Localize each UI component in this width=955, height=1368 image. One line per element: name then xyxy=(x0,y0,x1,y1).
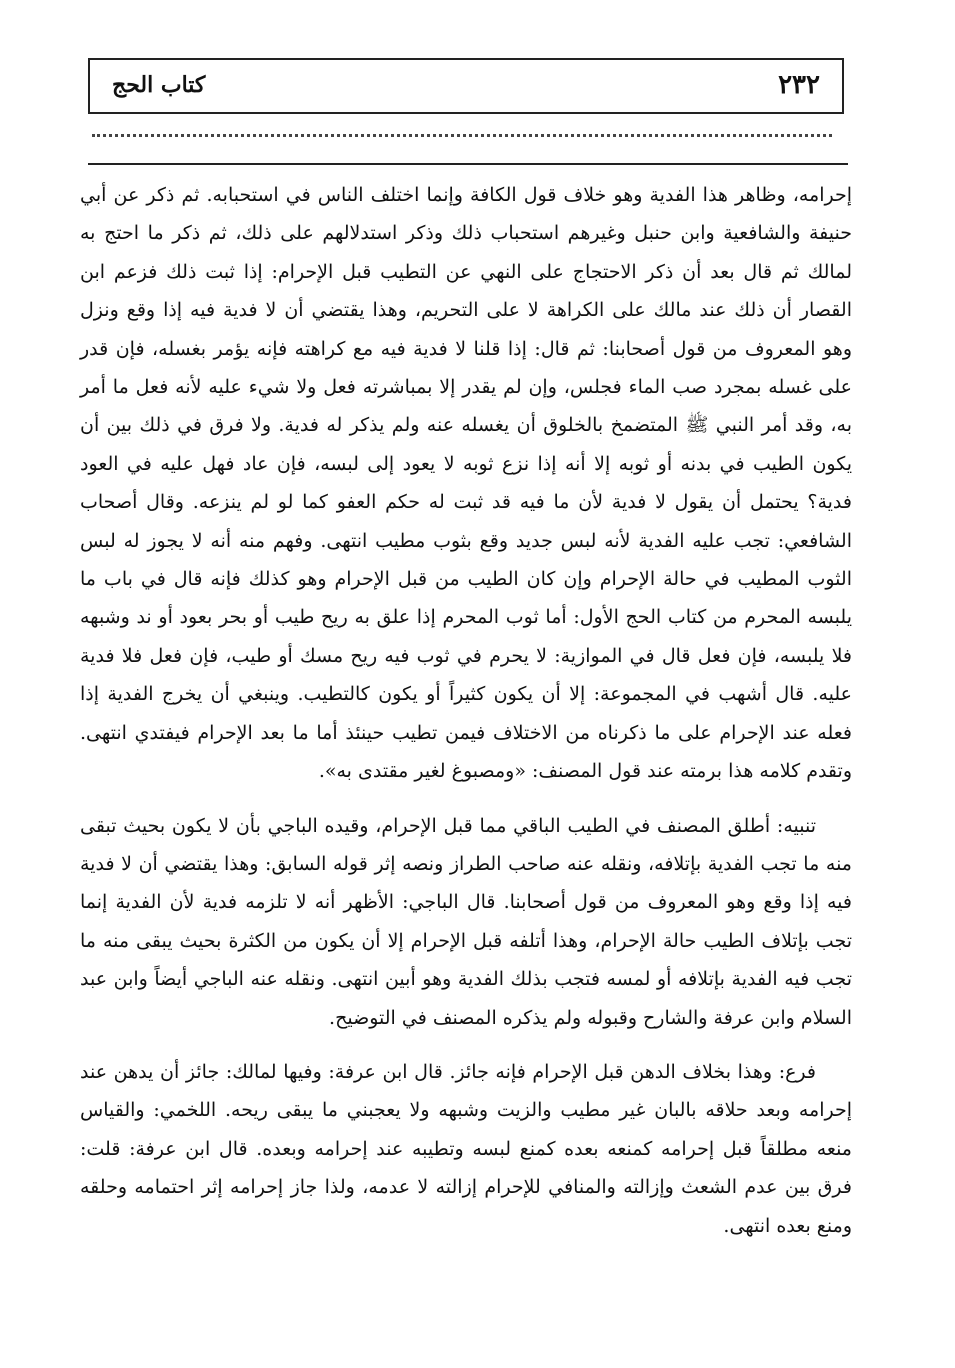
running-title: كتاب الحج xyxy=(112,72,206,98)
paragraph-branch: فرع: وهذا بخلاف الدهن قبل الإحرام فإنه جائز. قال ابن عرفة: وفيها لمالك: جائز أن يدهن عند إحرامه وبعد حلاقه بالبان غير مطيب والزيت وشبهه ولا يعجبني ما يبقى ريحه. اللخمي: والقياس منعه مطلقاً قبل إحرامه كمنعه بعده كمنع لبسه وتطيبه عند إحرامه وبعده. قال ابن عرفة: قلت: فرق بين عدم الشعث وإزالته والمنافي للإحرام إزالته لا عدمه، ولذا جاز إحرامه إثر احتمامه وحلقه ومنع بعده انتهى. xyxy=(80,1060,852,1237)
main-text xyxy=(80,176,852,1245)
dotted-separator xyxy=(92,134,832,137)
page-header xyxy=(88,58,844,114)
paragraph-note: تنبيه: أطلق المصنف في الطيب الباقي مما قبل الإحرام، وقيده الباجي بأن لا يكون بحيث تبقى منه ما تجب الفدية بإتلافه، ونقله عنه صاحب الطراز ونصه إثر قوله السابق: وهذا يقتضي أن لا فدية فيه إذا وقع وهو المعروف من قول أصحابنا. قال الباجي: الأظهر أنه لا تلزمه فدية لأن الفدية إنما تجب بإتلاف الطيب حالة الإحرام، وهذا أتلفه قبل الإحرام إلا أن يكون من الكثرة بحيث يبقى منه ما تجب فيه الفدية بإتلافه أو لمسه فتجب بذلك الفدية وهو أبين انتهى. ونقله عنه الباجي أيضاً وابن عبد السلام وابن عرفة والشارح وقبوله ولم يذكره المصنف في التوضيح. xyxy=(80,814,852,1029)
header-rule xyxy=(88,163,848,165)
page-number: ٢٣٢ xyxy=(778,70,820,100)
paragraph-main: إحرامه، وظاهر هذا الفدية وهو خلاف قول الكافة وإنما اختلف الناس في استحبابه. ثم ذكر عن أبي حنيفة والشافعية وابن حنبل وغيرهم استحباب ذلك وذكر استدلالهم على ذلك، ثم ذكر ما احتج به لمالك ثم قال بعد أن ذكر الاحتجاج على النهي عن التطيب قبل الإحرام: إذا ثبت ذلك فزعم ابن القصار أن ذلك عند مالك على الكراهة لا على التحريم، وهذا يقتضي أن لا فدية فيه إذا وقع ونزل وهو المعروف من قول أصحابنا: ثم قال: إذا قلنا لا فدية فيه مع كراهته فإنه يؤمر بغسله، فإن قدر على غسله بمجرد صب الماء فجلس، وإن لم يقدر إلا بمباشرته فعل ولا شيء عليه لأنه فعل ما أمر به، وقد أمر النبي ﷺ المتضمخ بالخلوق أن يغسله عنه ولم يذكر له فدية. ولا فرق في ذلك بين أن يكون الطيب في بدنه أو ثوبه إلا أنه إذا نزع ثوبه لا يعود إلى لبسه، فإن عاد فهل عليه في العود فدية؟ يحتمل أن يقول لا فدية لأن ما فيه قد ثبت له حكم العفو كما لو لم ينزعه. وقال أصحاب الشافعي: تجب عليه الفدية لأنه لبس جديد وقع بثوب مطيب انتهى. وفهم منه أنه لا يجوز له لبس الثوب المطيب في حالة الإحرام وإن كان الطيب من قبل الإحرام وهو كذلك فإنه قال في باب ما يلبسه المحرم من كتاب الحج الأول: أما ثوب المحرم إذا علق به ريح طيب أو بحر بعود أو ند وشبهه فلا يلبسه، فإن فعل قال في الموازية: لا يحرم في ثوب فيه ريح مسك أو طيب، فإن فعل فلا فدية عليه. قال أشهب في المجموعة: إلا أن يكون كثيراً أو يكون كالتطيب. وينبغي أن يخرج الفدية إذا فعله عند الإحرام على ما ذكرناه من الاختلاف فيمن تطيب حينئذ أما ما بعد الإحرام فيفتدي انتهى. وتقدم كلامه هذا برمته عند قول المصنف: «ومصبوغ لغير مقتدى به». xyxy=(80,184,852,783)
